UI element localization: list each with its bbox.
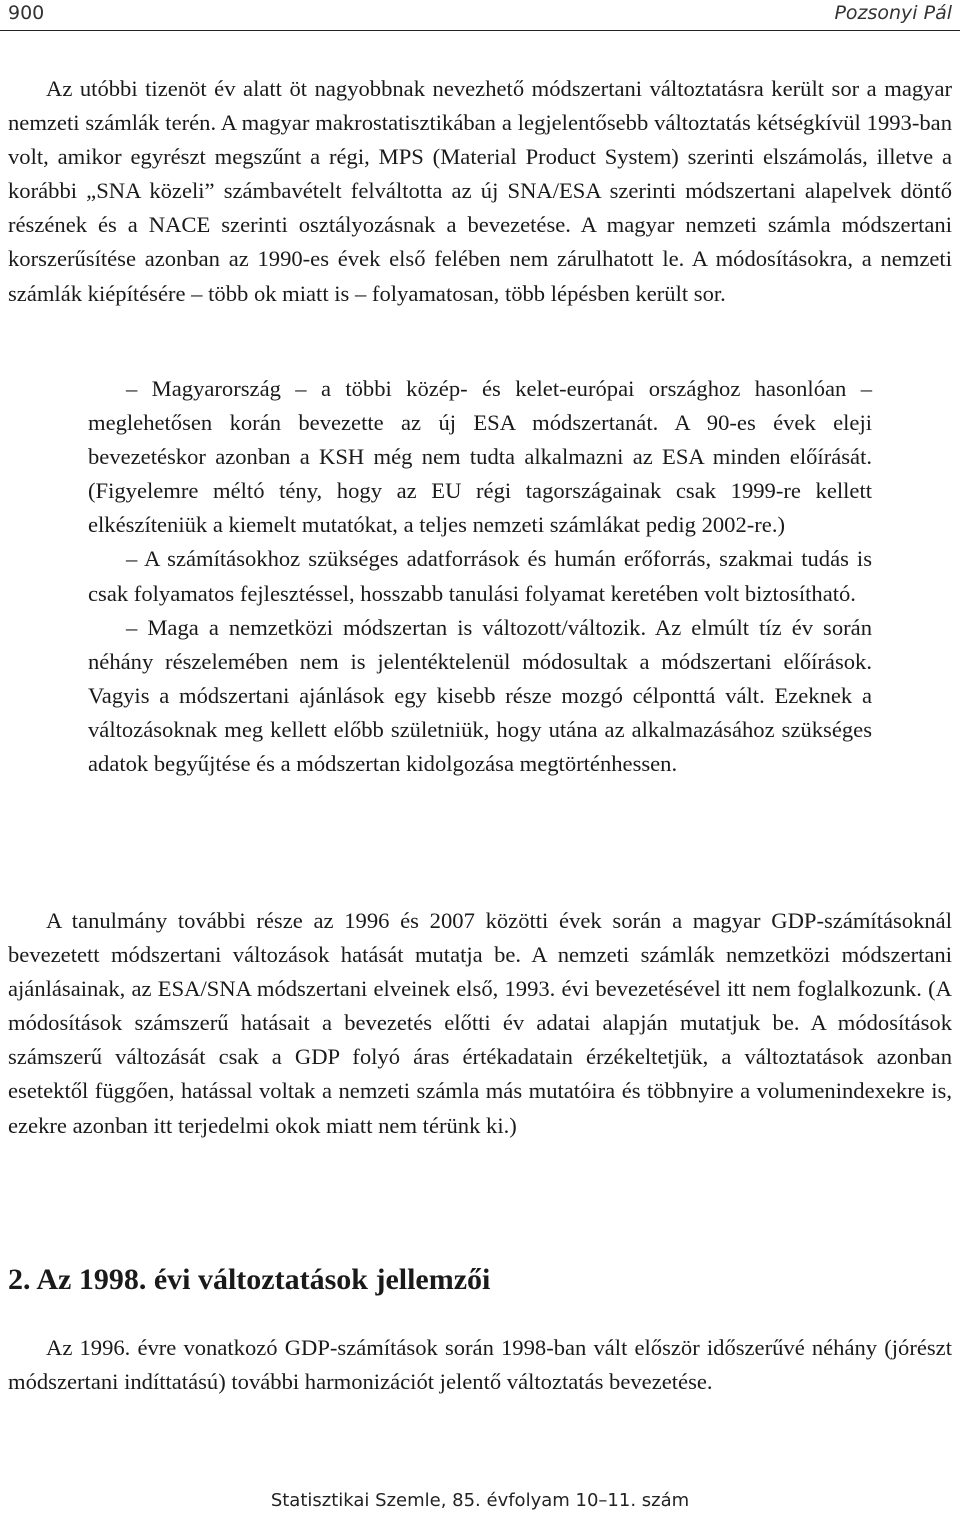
page-number: 900 (8, 2, 45, 24)
list-item: – A számításokhoz szükséges adatforrások és humán erőforrás, szakmai tudás is csak folyamatos fejlesztéssel, hosszabb tanulási folyamat keretében volt biztosítható. (88, 546, 872, 606)
section-heading: 2. Az 1998. évi változtatások jellemzői (8, 1263, 491, 1296)
running-header-author: Pozsonyi Pál (834, 2, 952, 24)
list-item: – Magyarország – a többi közép- és kelet-európai országhoz hasonlóan – meglehetősen korán bevezette az új ESA módszertanát. A 90-es évek eleji bevezetéskor azonban a KSH még nem tudta alkalmazni az ESA minden előírását. (Figyelemre méltó tény, hogy az EU régi tagországainak csak 1999-re kellett elkészíteniük a kiemelt mutatókat, a teljes nemzeti számlákat pedig 2002-re.) (88, 376, 872, 538)
indented-list (88, 372, 872, 781)
running-footer: Statisztikai Szemle, 85. évfolyam 10–11. szám (270, 1490, 690, 1511)
intro-paragraph: Az utóbbi tizenöt év alatt öt nagyobbnak nevezhető módszertani változtatásra került sor a magyar nemzeti számlák terén. A magyar makrostatisztikában a legjelentősebb változtatás kétségkívül 1993-ban volt, amikor egyrészt megszűnt a régi, MPS (Material Product System) szerinti elszámolás, illetve a korábbi „SNA közeli” számbavételt felváltotta az új SNA/ESA szerinti módszertani alapelvek döntő részének és a NACE szerinti osztályozásnak a bevezetése. A magyar nemzeti számla módszertani korszerűsítése azonban az 1990-es évek első felében nem zárulhatott le. A módosításokra, a nemzeti számlák kiépítésére – több ok miatt is – folyamatosan, több lépésben került sor. (8, 76, 952, 306)
study-paragraph: A tanulmány további része az 1996 és 2007 közötti évek során a magyar GDP-számításoknál bevezetett módszertani változások hatását mutatja be. A nemzeti számlák nemzetközi módszertani ajánlásainak, az ESA/SNA módszertani elveinek első, 1993. évi bevezetésével itt nem foglalkozunk. (A módosítások számszerű hatásait a bevezetés előtti év adatai alapján mutatjuk be. A módosítások számszerű változását csak a GDP folyó áras értékadatain érzékeltetjük, a változtatások azonban esetektől függően, hatással voltak a nemzeti számla más mutatóira és többnyire a volumenindexekre is, ezekre azonban itt terjedelmi okok miatt nem térünk ki.) (8, 908, 952, 1138)
list-item: – Maga a nemzetközi módszertan is változott/változik. Az elmúlt tíz év során néhány részelemében nem is jelentéktelenül módosultak a módszertani előírások. Vagyis a módszertani ajánlások egy kisebb része mozgó célponttá vált. Ezeknek a változásoknak meg kellett előbb születniük, hogy utána az alkalmazásához szükséges adatok begyűjtése és a módszertan kidolgozása megtörténhessen. (88, 614, 872, 777)
running-header (0, 0, 960, 31)
section-first-paragraph: Az 1996. évre vonatkozó GDP-számítások során 1998-ban vált először időszerűvé néhány (jórészt módszertani indíttatású) további harmonizációt jelentő változtatás bevezetése. (8, 1335, 952, 1395)
